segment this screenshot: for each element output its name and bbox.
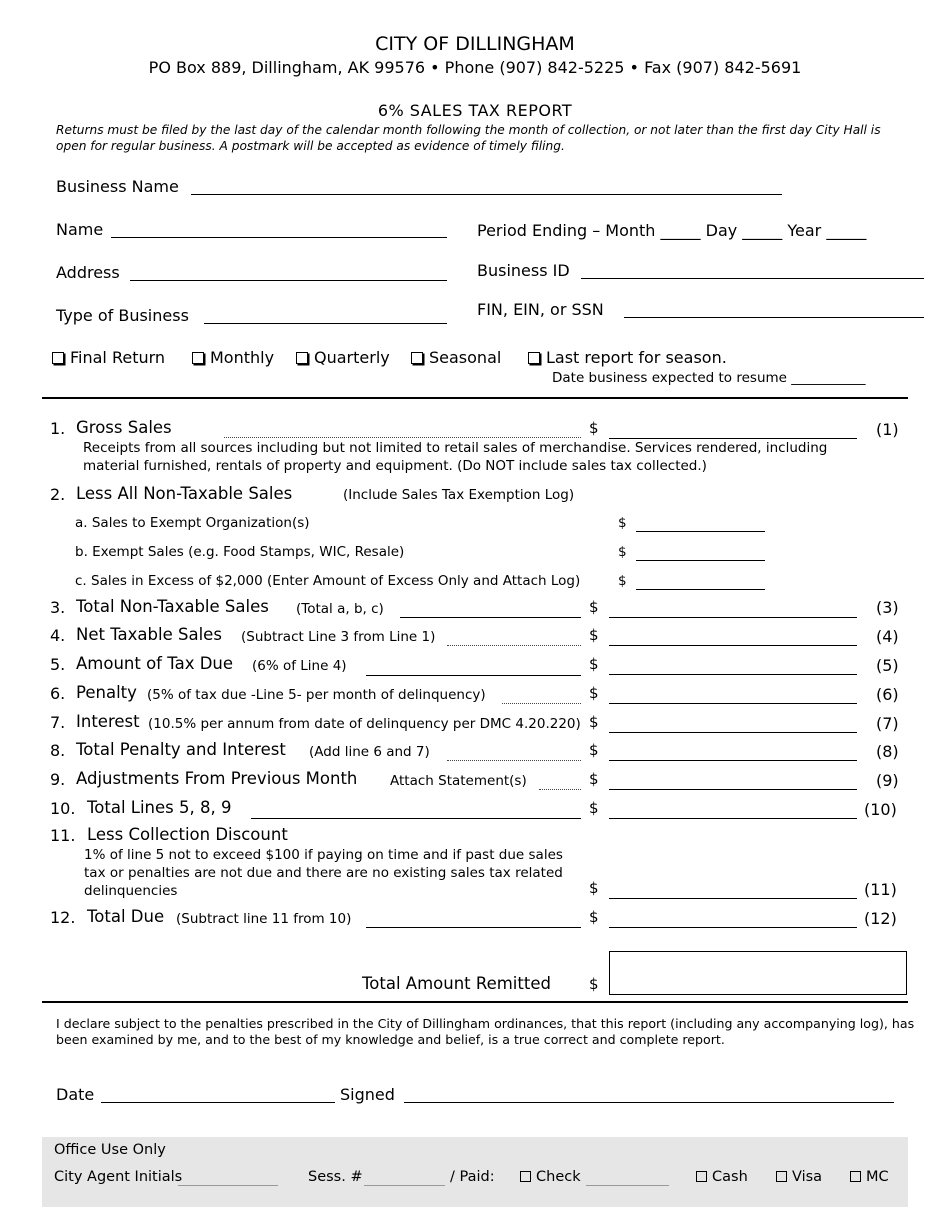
line-3-note: (Total a, b, c) [296, 601, 384, 617]
line-12-dollar: $ [589, 908, 599, 926]
line-8-note: (Add line 6 and 7) [309, 744, 430, 760]
total-remitted-field[interactable] [609, 951, 907, 995]
cash-checkbox[interactable]: Cash [696, 1169, 748, 1185]
line-5-amount-field[interactable] [609, 674, 857, 675]
line-4-dollar: $ [589, 626, 599, 644]
seasonal-checkbox[interactable]: Seasonal [411, 348, 501, 367]
visa-checkbox[interactable]: Visa [776, 1169, 822, 1185]
mc-checkbox[interactable]: MC [850, 1169, 889, 1185]
period-ending-field[interactable]: Period Ending – Month _____ Day _____ Year _____ [477, 221, 867, 240]
line-2-label: Less All Non-Taxable Sales [76, 484, 293, 503]
line-11-ref: (11) [864, 880, 897, 899]
line-2b-amount-field[interactable] [636, 560, 765, 561]
line-10-amount-field[interactable] [609, 818, 857, 819]
line-10-number: 10. [50, 799, 76, 818]
checkbox-icon [696, 1171, 707, 1182]
line-6-number: 6. [50, 684, 66, 703]
line-5-dollar: $ [589, 655, 599, 673]
line-11-dollar: $ [589, 879, 599, 897]
final-return-checkbox[interactable]: Final Return [52, 348, 165, 367]
checkbox-icon [52, 352, 64, 364]
checkbox-icon [528, 352, 540, 364]
line-4-note: (Subtract Line 3 from Line 1) [241, 629, 436, 645]
line-1-dollar: $ [589, 419, 599, 437]
report-title: 6% SALES TAX REPORT [377, 101, 573, 120]
line-8-dollar: $ [589, 741, 599, 759]
line-6-dollar: $ [589, 684, 599, 702]
line-1-amount-field[interactable] [609, 438, 857, 439]
line-9-dollar: $ [589, 770, 599, 788]
total-remitted-dollar: $ [589, 975, 599, 993]
quarterly-checkbox[interactable]: Quarterly [296, 348, 390, 367]
last-report-checkbox[interactable]: Last report for season. [528, 348, 727, 367]
type-of-business-field[interactable] [204, 323, 447, 324]
line-11-description: 1% of line 5 not to exceed $100 if paying on time and if past due sales [84, 847, 563, 863]
line-12-note: (Subtract line 11 from 10) [176, 911, 352, 927]
line-12-leader [366, 927, 581, 928]
check-number-field[interactable] [586, 1185, 669, 1186]
line-2b-dollar: $ [618, 544, 627, 560]
date-field[interactable] [101, 1102, 335, 1103]
section-divider [42, 397, 908, 399]
line-4-ref: (4) [876, 627, 899, 646]
line-5-leader [366, 675, 581, 676]
line-5-label: Amount of Tax Due [76, 654, 234, 673]
line-3-number: 3. [50, 598, 66, 617]
checkbox-icon [411, 352, 423, 364]
check-checkbox[interactable]: Check [520, 1169, 581, 1185]
city-address: PO Box 889, Dillingham, AK 99576 • Phone (907) 842-5225 • Fax (907) 842-5691 [148, 58, 802, 77]
line-1-leader [224, 437, 581, 438]
line-11-description-2: tax or penalties are not due and there are no existing sales tax related [84, 865, 563, 881]
line-4-number: 4. [50, 626, 66, 645]
line-9-number: 9. [50, 770, 66, 789]
line-3-dollar: $ [589, 598, 599, 616]
agent-initials-label: City Agent Initials [54, 1169, 183, 1185]
checkbox-icon [192, 352, 204, 364]
checkbox-icon [520, 1171, 531, 1182]
address-label: Address [56, 263, 120, 282]
line-8-ref: (8) [876, 742, 899, 761]
fin-field[interactable] [624, 317, 924, 318]
office-use-panel [42, 1137, 908, 1207]
line-9-note: Attach Statement(s) [390, 773, 527, 789]
line-10-label: Total Lines 5, 8, 9 [87, 798, 232, 817]
business-name-field[interactable] [191, 194, 782, 195]
line-2a-amount-field[interactable] [636, 531, 765, 532]
line-8-amount-field[interactable] [609, 760, 857, 761]
line-7-ref: (7) [876, 714, 899, 733]
sess-label: Sess. # [308, 1169, 363, 1185]
fin-label: FIN, EIN, or SSN [477, 300, 604, 319]
signed-label: Signed [340, 1085, 395, 1104]
line-6-note: (5% of tax due -Line 5- per month of delinquency) [147, 687, 486, 703]
line-3-amount-field[interactable] [609, 617, 857, 618]
line-7-number: 7. [50, 713, 66, 732]
declaration-text: I declare subject to the penalties prescribed in the City of Dillingham ordinances, that this report (including any accompanying log), has [56, 1016, 915, 1031]
paid-label: / Paid: [450, 1169, 495, 1185]
address-field[interactable] [130, 280, 447, 281]
declaration-text-2: been examined by me, and to the best of my knowledge and belief, is a true correct and complete report. [56, 1032, 725, 1047]
line-12-label: Total Due [87, 907, 165, 926]
line-11-label: Less Collection Discount [87, 825, 288, 844]
line-11-amount-field[interactable] [609, 898, 857, 899]
line-12-ref: (12) [864, 909, 897, 928]
line-9-ref: (9) [876, 771, 899, 790]
name-field[interactable] [111, 237, 447, 238]
total-remitted-label: Total Amount Remitted [362, 974, 551, 993]
line-5-note: (6% of Line 4) [252, 658, 347, 674]
resume-date-field[interactable]: Date business expected to resume ___________ [552, 370, 866, 386]
line-7-note: (10.5% per annum from date of delinquency per DMC 4.20.220) [148, 716, 581, 732]
date-label: Date [56, 1085, 95, 1104]
line-3-label: Total Non-Taxable Sales [76, 597, 269, 616]
filing-instructions: Returns must be filed by the last day of the calendar month following the month of collection, or not later than the first day City Hall is open for regular business. A postmark will be accepted as evidence of timely filing. [56, 123, 881, 153]
line-8-label: Total Penalty and Interest [76, 740, 286, 759]
business-id-label: Business ID [477, 261, 570, 280]
line-1-description-2: material furnished, rentals of property and equipment. (Do NOT include sales tax collected.) [83, 458, 707, 474]
line-2a-dollar: $ [618, 515, 627, 531]
city-title: CITY OF DILLINGHAM [375, 33, 575, 55]
line-9-leader [539, 789, 581, 790]
line-10-ref: (10) [864, 800, 897, 819]
line-1-ref: (1) [876, 420, 899, 439]
line-1-description: Receipts from all sources including but not limited to retail sales of merchandise. Services rendered, including [83, 440, 828, 456]
sess-field[interactable] [364, 1185, 445, 1186]
line-10-leader [251, 818, 581, 819]
line-4-leader [447, 645, 581, 646]
line-2b-label: b. Exempt Sales (e.g. Food Stamps, WIC, Resale) [75, 544, 405, 560]
line-4-amount-field[interactable] [609, 645, 857, 646]
line-6-ref: (6) [876, 685, 899, 704]
line-9-label: Adjustments From Previous Month [76, 769, 358, 788]
business-name-label: Business Name [56, 177, 179, 196]
checkbox-icon [776, 1171, 787, 1182]
business-id-field[interactable] [581, 278, 924, 279]
line-2-note: (Include Sales Tax Exemption Log) [343, 487, 575, 503]
line-2-number: 2. [50, 485, 66, 504]
line-10-dollar: $ [589, 799, 599, 817]
line-2c-dollar: $ [618, 573, 627, 589]
line-5-ref: (5) [876, 656, 899, 675]
line-8-leader [447, 760, 581, 761]
line-9-amount-field[interactable] [609, 789, 857, 790]
signature-field[interactable] [404, 1102, 894, 1103]
line-7-dollar: $ [589, 713, 599, 731]
line-11-description-3: delinquencies [84, 883, 178, 899]
line-6-label: Penalty [76, 683, 137, 702]
checkbox-icon [850, 1171, 861, 1182]
office-use-title: Office Use Only [54, 1142, 166, 1158]
declaration-divider [42, 1001, 908, 1003]
line-4-label: Net Taxable Sales [76, 625, 222, 644]
line-2a-label: a. Sales to Exempt Organization(s) [75, 515, 310, 531]
checkbox-icon [296, 352, 308, 364]
line-6-leader [502, 703, 581, 704]
name-label: Name [56, 220, 104, 239]
line-5-number: 5. [50, 655, 66, 674]
type-of-business-label: Type of Business [56, 306, 189, 325]
line-12-number: 12. [50, 908, 76, 927]
monthly-checkbox[interactable]: Monthly [192, 348, 274, 367]
line-1-label: Gross Sales [76, 418, 172, 437]
line-2c-amount-field[interactable] [636, 589, 765, 590]
line-1-number: 1. [50, 419, 66, 438]
line-8-number: 8. [50, 741, 66, 760]
line-7-amount-field[interactable] [609, 732, 857, 733]
line-3-leader [400, 617, 581, 618]
agent-initials-field[interactable] [178, 1185, 278, 1186]
line-11-number: 11. [50, 826, 76, 845]
line-2c-label: c. Sales in Excess of $2,000 (Enter Amount of Excess Only and Attach Log) [75, 573, 581, 589]
line-6-amount-field[interactable] [609, 703, 857, 704]
line-3-ref: (3) [876, 598, 899, 617]
line-12-amount-field[interactable] [609, 927, 857, 928]
line-7-label: Interest [76, 712, 140, 731]
